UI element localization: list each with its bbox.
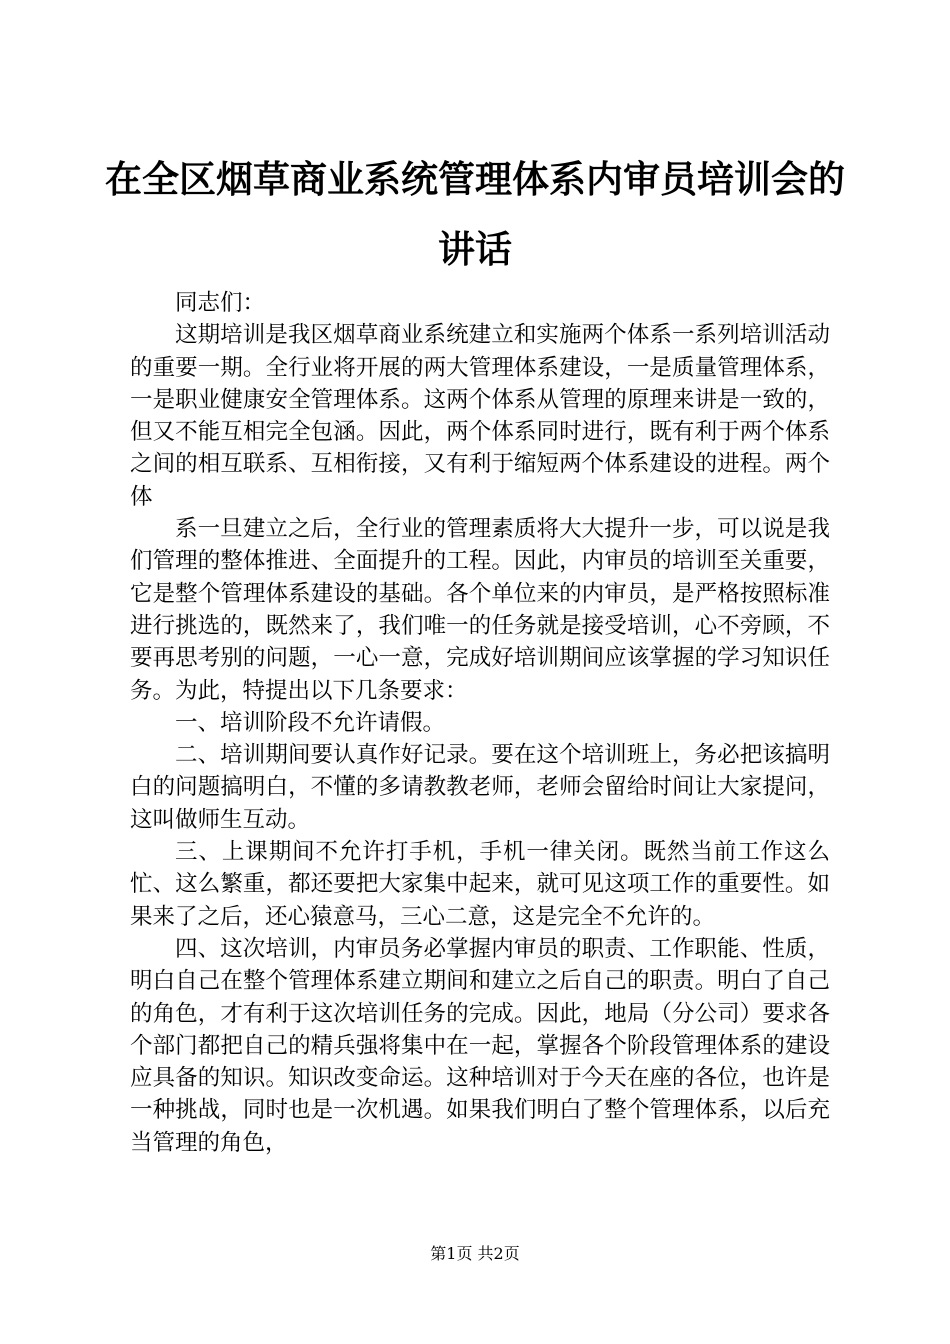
salutation: 同志们： (175, 290, 266, 316)
paragraph: 二、培训期间要认真作好记录。要在这个培训班上，务必把该搞明白的问题搞明白，不懂的多请教教老师，老师会留给时间让大家提问，这叫做师生互动。 (130, 742, 830, 833)
document-title: 在全区烟草商业系统管理体系内审员培训会的讲话 (105, 158, 845, 271)
paragraph: 三、上课期间不允许打手机，手机一律关闭。既然当前工作这么忙、这么繁重，都还要把大家集中起来，就可见这项工作的重要性。如果来了之后，还心猿意马，三心二意，这是完全不允许的。 (130, 839, 830, 930)
paragraph: 系一旦建立之后，全行业的管理素质将大大提升一步，可以说是我们管理的整体推进、全面提升的工程。因此，内审员的培训至关重要，它是整个管理体系建设的基础。各个单位来的内审员，是严格按照标准进行挑选的，既然来了，我们唯一的任务就是接受培训，心不旁顾，不要再思考别的问题，一心一意，完成好培训期间应该掌握的学习知识任务。为此，特提出以下几条要求： (130, 516, 830, 704)
page-footer: 第1页 共2页 (430, 1244, 520, 1263)
paragraph: 这期培训是我区烟草商业系统建立和实施两个体系一系列培训活动的重要一期。全行业将开展的两大管理体系建设，一是质量管理体系，一是职业健康安全管理体系。这两个体系从管理的原理来讲是一致的，但又不能互相完全包涵。因此，两个体系同时进行，既有利于两个体系之间的相互联系、互相衔接，又有利于缩短两个体系建设的进程。两个体 (130, 322, 830, 510)
paragraph: 一、培训阶段不允许请假。 (175, 709, 446, 736)
document-body (130, 287, 830, 1159)
paragraph: 四、这次培训，内审员务必掌握内审员的职责、工作职能、性质，明白自己在整个管理体系建立期间和建立之后自己的职责。明白了自己的角色，才有利于这次培训任务的完成。因此，地局（分公司）要求各个部门都把自己的精兵强将集中在一起，掌握各个阶段管理体系的建设应具备的知识。知识改变命运。这种培训对于今天在座的各位，也许是一种挑战，同时也是一次机遇。如果我们明白了整个管理体系，以后充当管理的角色， (130, 935, 830, 1156)
